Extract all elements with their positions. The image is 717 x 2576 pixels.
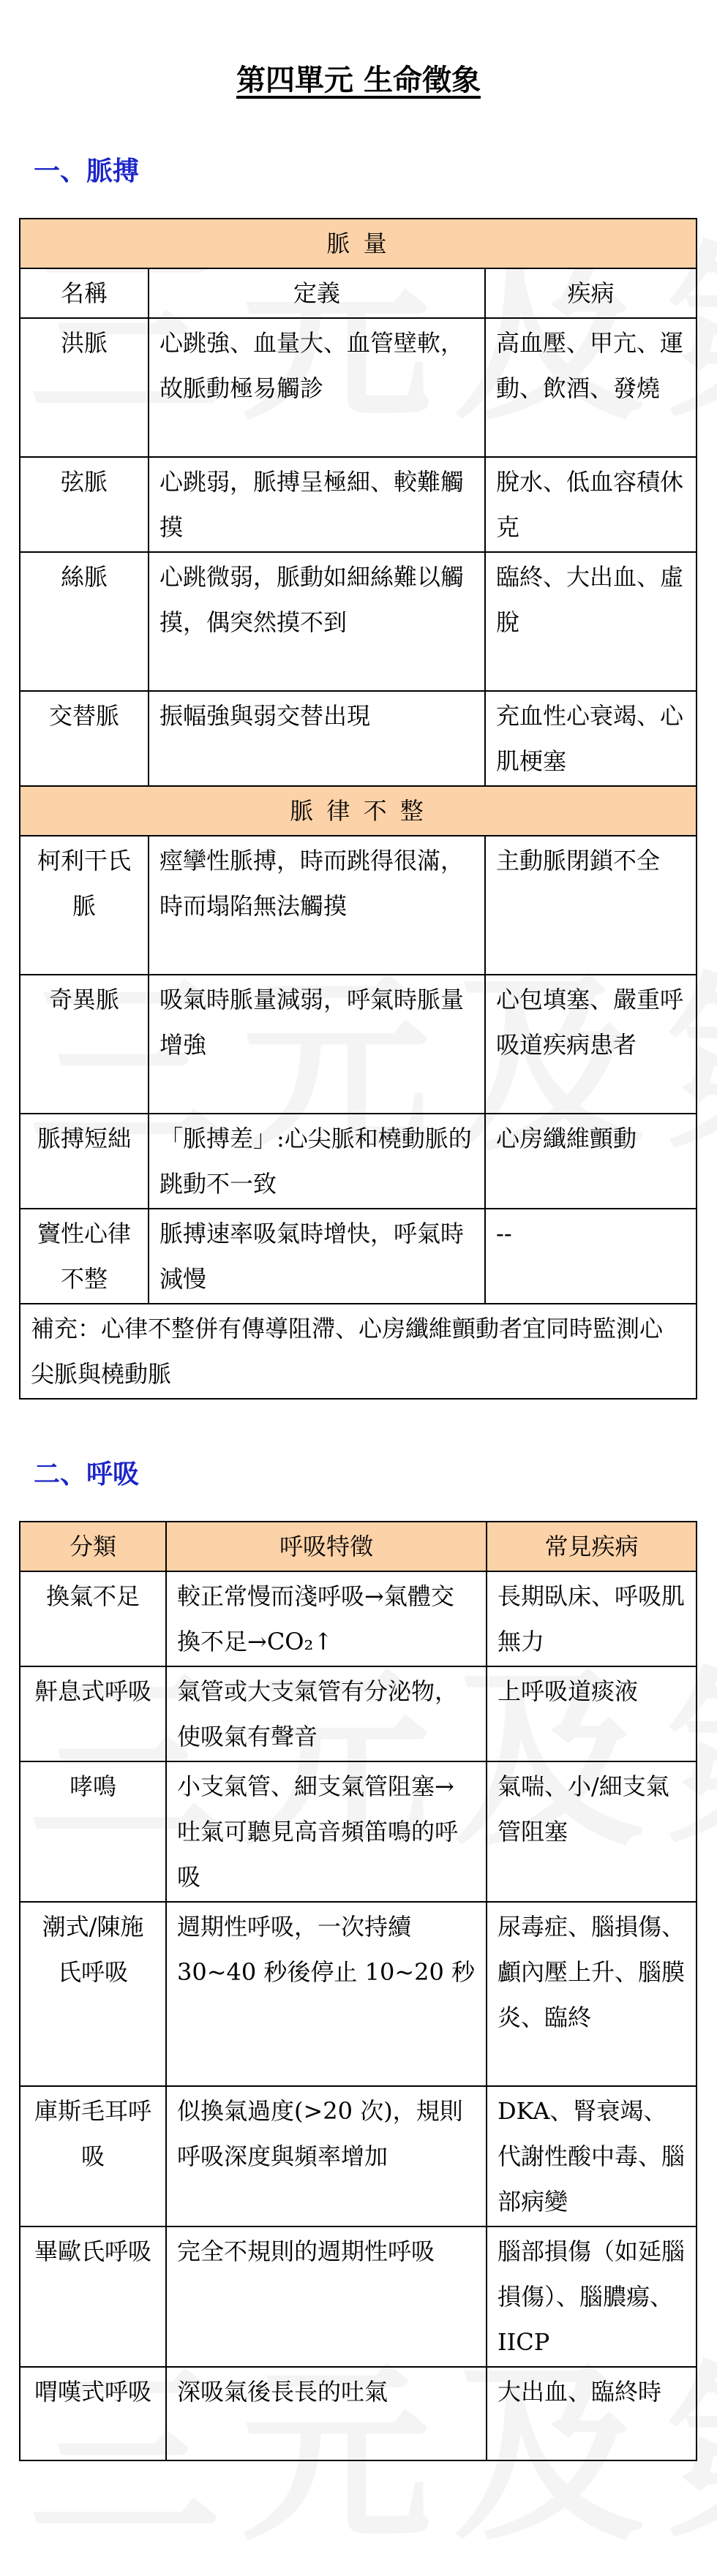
rhythm-disease: 心房纖維顫動 [485, 1114, 697, 1209]
pulse-rhythm-header: 脈 律 不 整 [20, 786, 697, 836]
column-header-definition: 定義 [149, 268, 485, 318]
pulse-name: 洪脈 [20, 318, 149, 457]
respiration-category: 畢歐氏呼吸 [20, 2226, 166, 2367]
respiration-feature: 較正常慢而淺呼吸→氣體交換不足→CO₂↑ [166, 1571, 487, 1666]
pulse-name: 弦脈 [20, 457, 149, 552]
respiration-table [19, 1521, 697, 2461]
respiration-category: 哮鳴 [20, 1761, 166, 1902]
respiration-disease: DKA、腎衰竭、代謝性酸中毒、腦部病變 [487, 2086, 697, 2226]
column-header-feature: 呼吸特徵 [166, 1522, 487, 1571]
respiration-disease: 長期臥床、呼吸肌無力 [487, 1571, 697, 1666]
pulse-volume-header: 脈 量 [20, 219, 697, 268]
page-title: 第四單元 生命徵象 [236, 63, 481, 97]
respiration-feature: 似換氣過度(>20 次)，規則呼吸深度與頻率增加 [166, 2086, 487, 2226]
pulse-table [19, 218, 697, 1400]
pulse-note: 補充：心律不整併有傳導阻滯、心房纖維顫動者宜同時監測心尖脈與橈動脈 [20, 1304, 697, 1399]
rhythm-definition: 吸氣時脈量減弱，呼氣時脈量增強 [149, 975, 485, 1114]
respiration-category: 換氣不足 [20, 1571, 166, 1666]
column-header-disease: 常見疾病 [487, 1522, 697, 1571]
pulse-definition: 心跳微弱，脈動如細絲難以觸摸，偶突然摸不到 [149, 552, 485, 691]
pulse-disease: 充血性心衰竭、心肌梗塞 [485, 691, 697, 786]
respiration-disease: 氣喘、小/細支氣管阻塞 [487, 1761, 697, 1902]
pulse-disease: 臨終、大出血、虛脫 [485, 552, 697, 691]
rhythm-disease: 心包填塞、嚴重呼吸道疾病患者 [485, 975, 697, 1114]
respiration-category: 潮式/陳施氏呼吸 [20, 1902, 166, 2086]
column-header-category: 分類 [20, 1522, 166, 1571]
respiration-feature: 氣管或大支氣管有分泌物，使吸氣有聲音 [166, 1666, 487, 1761]
respiration-heading: 二、呼吸 [34, 1459, 140, 1489]
pulse-definition: 心跳弱，脈搏呈極細、較難觸摸 [149, 457, 485, 552]
pulse-heading: 一、脈搏 [34, 156, 140, 186]
column-header-disease: 疾病 [485, 268, 697, 318]
rhythm-disease: 主動脈閉鎖不全 [485, 836, 697, 975]
respiration-category: 喟嘆式呼吸 [20, 2367, 166, 2460]
respiration-disease: 腦部損傷（如延腦損傷）、腦膿瘍、IICP [487, 2226, 697, 2367]
rhythm-definition: 脈搏速率吸氣時增快，呼氣時減慢 [149, 1209, 485, 1304]
respiration-feature: 完全不規則的週期性呼吸 [166, 2226, 487, 2367]
respiration-disease: 尿毒症、腦損傷、顱內壓上升、腦膜炎、臨終 [487, 1902, 697, 2086]
pulse-disease: 高血壓、甲亢、運動、飲酒、發燒 [485, 318, 697, 457]
pulse-name: 交替脈 [20, 691, 149, 786]
pulse-definition: 振幅強與弱交替出現 [149, 691, 485, 786]
column-header-name: 名稱 [20, 268, 149, 318]
rhythm-name: 竇性心律不整 [20, 1209, 149, 1304]
rhythm-disease: -- [485, 1209, 697, 1304]
respiration-disease: 大出血、臨終時 [487, 2367, 697, 2460]
pulse-disease: 脫水、低血容積休克 [485, 457, 697, 552]
rhythm-name: 奇異脈 [20, 975, 149, 1114]
rhythm-definition: 痙攣性脈搏，時而跳得很滿，時而塌陷無法觸摸 [149, 836, 485, 975]
respiration-feature: 小支氣管、細支氣管阻塞→吐氣可聽見高音頻笛鳴的呼吸 [166, 1761, 487, 1902]
pulse-definition: 心跳強、血量大、血管壁軟，故脈動極易觸診 [149, 318, 485, 457]
pulse-name: 絲脈 [20, 552, 149, 691]
respiration-category: 庫斯毛耳呼吸 [20, 2086, 166, 2226]
respiration-feature: 週期性呼吸，一次持續30~40 秒後停止 10~20 秒 [166, 1902, 487, 2086]
rhythm-name: 柯利干氏脈 [20, 836, 149, 975]
respiration-disease: 上呼吸道痰液 [487, 1666, 697, 1761]
respiration-feature: 深吸氣後長長的吐氣 [166, 2367, 487, 2460]
respiration-category: 鼾息式呼吸 [20, 1666, 166, 1761]
rhythm-definition: 「脈搏差」:心尖脈和橈動脈的跳動不一致 [149, 1114, 485, 1209]
rhythm-name: 脈搏短絀 [20, 1114, 149, 1209]
